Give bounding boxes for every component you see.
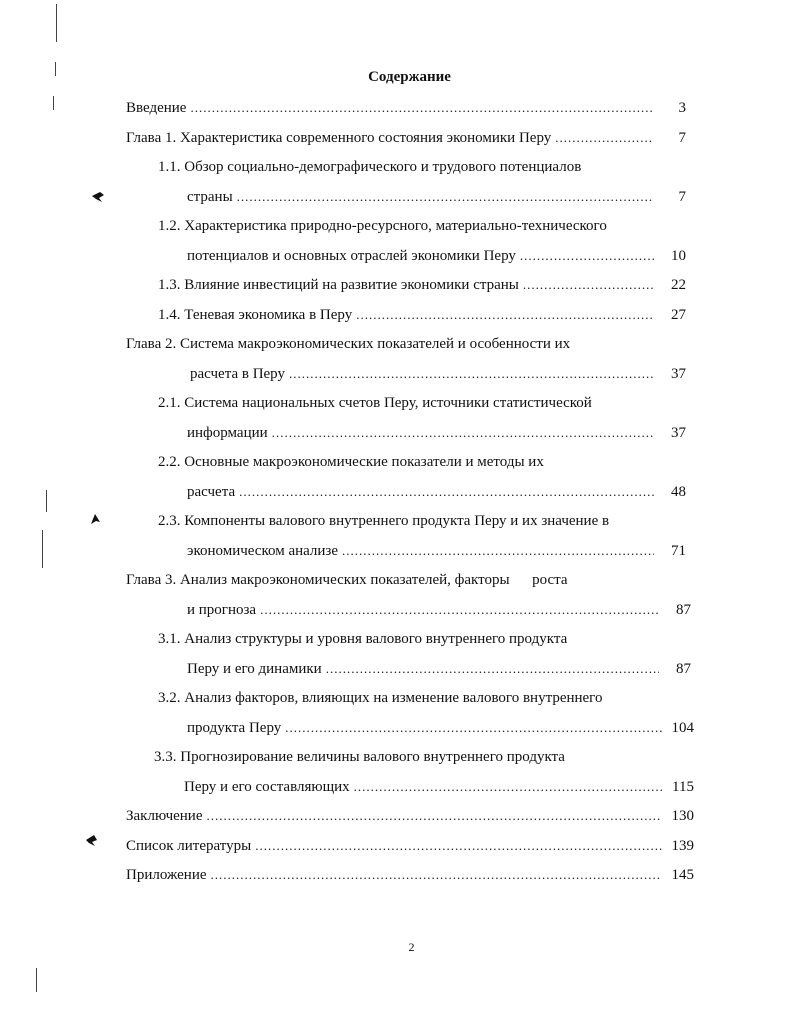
margin-line xyxy=(36,968,37,992)
toc-entry-chapter-1: Глава 1. Характеристика современного состояния экономики Перу ..... 7 xyxy=(126,127,686,149)
toc-page-number: 87 xyxy=(676,661,691,677)
toc-entry-2-1-cont: информации ..... 37 xyxy=(187,422,686,444)
toc-page-number: 139 xyxy=(671,838,694,854)
dot-leader xyxy=(211,864,662,886)
toc-page-number: 48 xyxy=(671,484,686,500)
margin-line xyxy=(42,530,43,568)
toc-page-number: 145 xyxy=(671,867,694,883)
dot-leader xyxy=(326,658,659,680)
toc-entry-1-1-cont: страны ..... 7 xyxy=(187,186,686,208)
toc-page-number: 37 xyxy=(671,366,686,382)
toc-page-number: 10 xyxy=(671,248,686,264)
toc-entry-introduction: Введение ..... 3 xyxy=(126,97,686,119)
toc-entry-chapter-3: Глава 3. Анализ макроэкономических показателей, факторы роста xyxy=(126,572,568,588)
dot-leader xyxy=(555,127,654,149)
dot-leader xyxy=(190,97,654,119)
toc-entry-2-3-cont: экономическом анализе ..... 71 xyxy=(187,540,686,562)
toc-page-number: 115 xyxy=(672,779,694,795)
toc-page-number: 87 xyxy=(676,602,691,618)
dot-leader xyxy=(207,805,663,827)
margin-line xyxy=(46,490,47,512)
toc-entry-3-1-cont: Перу и его динамики ..... 87 xyxy=(187,658,691,680)
dot-leader xyxy=(520,245,654,267)
toc-entry-2-1: 2.1. Система национальных счетов Перу, источники статистической xyxy=(158,395,592,411)
toc-page-number: 3 xyxy=(678,100,686,116)
toc-entry-2-3: 2.3. Компоненты валового внутреннего продукта Перу и их значение в xyxy=(158,513,610,529)
binding-mark-icon xyxy=(84,834,100,848)
dot-leader xyxy=(260,599,659,621)
toc-entry-1-2-cont: потенциалов и основных отраслей экономики Перу ..... 10 xyxy=(187,245,686,267)
dot-leader xyxy=(285,717,662,739)
toc-page-number: 71 xyxy=(671,543,686,559)
margin-line xyxy=(53,96,54,110)
toc-entry-3-2-cont: продукта Перу ..... 104 xyxy=(187,717,694,739)
margin-line xyxy=(56,4,57,42)
binding-mark-icon xyxy=(88,512,104,528)
dot-leader xyxy=(237,186,654,208)
dot-leader xyxy=(523,274,654,296)
toc-page-number: 104 xyxy=(671,720,694,736)
toc-entry-3-1: 3.1. Анализ структуры и уровня валового внутреннего продукта xyxy=(158,631,568,647)
toc-entry-chapter-2: Глава 2. Система макроэкономических показателей и особенности их xyxy=(126,336,571,352)
toc-page-number: 37 xyxy=(671,425,686,441)
dot-leader xyxy=(255,835,662,857)
toc-entry-1-4: 1.4. Теневая экономика в Перу ..... 27 xyxy=(158,304,686,326)
toc-entry-3-3: 3.3. Прогнозирование величины валового внутреннего продукта xyxy=(154,749,565,765)
toc-page-number: 27 xyxy=(671,307,686,323)
toc-entry-chapter-2-cont: расчета в Перу ..... 37 xyxy=(190,363,686,385)
dot-leader xyxy=(289,363,654,385)
dot-leader xyxy=(356,304,654,326)
toc-entry-1-1: 1.1. Обзор социально-демографического и трудового потенциалов xyxy=(158,159,582,175)
toc-entry-conclusion: Заключение ..... 130 xyxy=(126,805,694,827)
toc-entry-2-2: 2.2. Основные макроэкономические показатели и методы их xyxy=(158,454,544,470)
toc-entry-references: Список литературы ..... 139 xyxy=(126,835,694,857)
page-number: 2 xyxy=(408,940,415,954)
toc-entry-3-3-cont: Перу и его составляющих ..... 115 xyxy=(184,776,694,798)
margin-line xyxy=(55,62,56,76)
toc-page-number: 7 xyxy=(678,189,686,205)
dot-leader xyxy=(342,540,654,562)
page-title: Содержание xyxy=(368,69,451,85)
toc-entry-appendix: Приложение ..... 145 xyxy=(126,864,694,886)
dot-leader xyxy=(239,481,654,503)
toc-entry-chapter-3-cont: и прогноза ..... 87 xyxy=(187,599,691,621)
dot-leader xyxy=(272,422,654,444)
toc-page-number: 22 xyxy=(671,277,686,293)
dot-leader xyxy=(354,776,662,798)
binding-mark-icon xyxy=(90,190,106,204)
toc-page-number: 130 xyxy=(671,808,694,824)
toc-entry-1-2: 1.2. Характеристика природно-ресурсного, материально-технического xyxy=(158,218,607,234)
toc-entry-1-3: 1.3. Влияние инвестиций на развитие экономики страны ..... 22 xyxy=(158,274,686,296)
toc-entry-3-2: 3.2. Анализ факторов, влияющих на изменение валового внутреннего xyxy=(158,690,603,706)
toc-entry-2-2-cont: расчета ..... 48 xyxy=(187,481,686,503)
toc-page-number: 7 xyxy=(678,130,686,146)
